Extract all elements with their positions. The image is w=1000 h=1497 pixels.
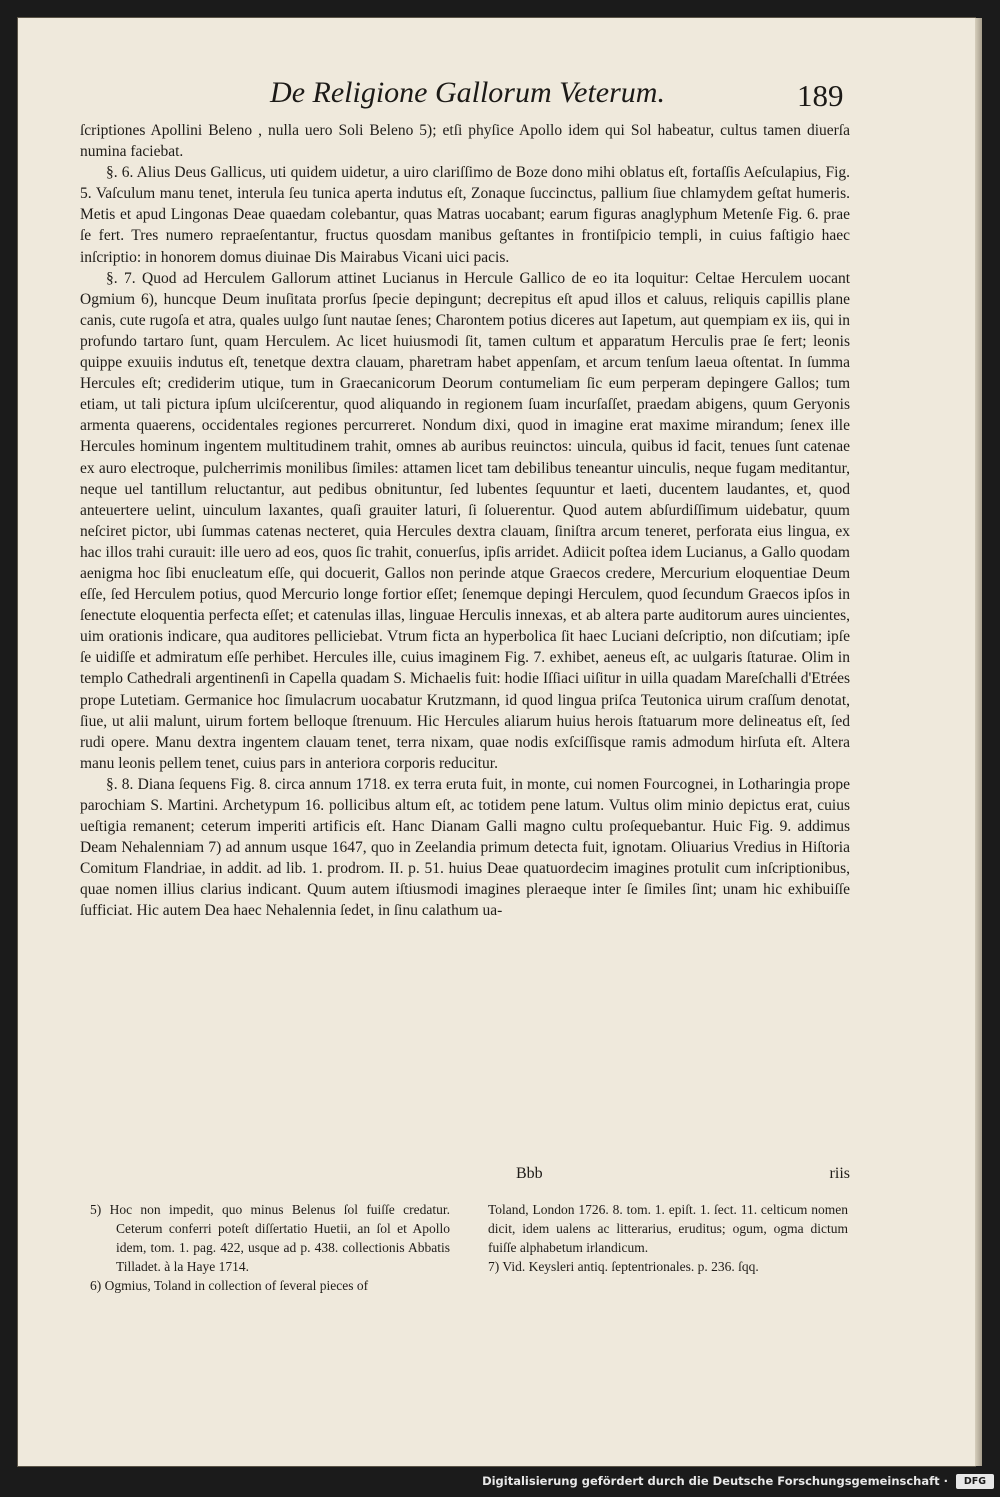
footnote-6: 6) Ogmius, Toland in collection of ſeveral pieces of [90,1278,369,1293]
main-text [80,120,850,922]
dfg-logo-icon: DFG [956,1474,994,1489]
footnote-5: 5) Hoc non impedit, quo minus Belenus ſol fuiſſe credatur. Ceterum conferri poteſt diſſertatio Huetii, an ſol et Apollo idem, tom. 1. pag. 422, usque ad p. 438. collectionis Abbatis Tilladet. à la Haye 1714. [90,1202,450,1274]
paragraph-section-6: §. 6. Alius Deus Gallicus, uti quidem uidetur, a uiro clariſſimo de Boze dono mihi oblatus eſt, fortaſſis Aeſculapius, Fig. 5. Vaſculum manu tenet, interula ſeu tunica aperta indutus eſt, Zonaque ſuccinctus, pallium ſiue chlamydem geſtat humeris. Metis et apud Lingonas Deae quaedam colebantur, quas Matras uocabant; earum figuras anaglyphum Metenſe Fig. 6. prae ſe fert. Tres numero repraeſentantur, fructus quosdam manibus geſtantes in frontiſpicio templi, in cuius faſtigio haec inſcriptio: in honorem domus diuinae Dis Mairabus Vicani uici pacis. [80,164,850,266]
footnotes-right-column [488,1200,848,1276]
catchword: riis [829,1165,850,1182]
paragraph-section-8: §. 8. Diana ſequens Fig. 8. circa annum 1718. ex terra eruta fuit, in monte, cui nomen Fourcognei, in Lotharingia prope parochiam S. Martini. Archetypum 16. pollicibus altum eſt, ac totidem pene latum. Vultus olim minio depictus erat, cuius ueſtigia remanent; ceterum imperiti artificis eſt. Hanc Dianam Galli magno cultu proſequebantur. Huic Fig. 9. addimus Deam Nehalenniam 7) ad annum usque 1647, quo in Zeelandia primum detecta fuit, ignotam. Oliuarius Vredius in Hiſtoria Comitum Flandriae, in addit. ad lib. 1. prodrom. II. p. 51. huius Deae quatuordecim imagines protulit cum inſcriptionibus, quae nomen illius clarius indicant. Quum autem iſtiusmodi imagines pleraeque inter ſe ſimiles ſint; unam hic exhibuiſſe ſufficiat. Hic autem Dea haec Nehalennia ſedet, in ſinu calathum ua- [80,775,850,920]
paragraph-continuation: ſcriptiones Apollini Beleno , nulla uero Soli Beleno 5); etſi phyſice Apollo idem qui Sol habeatur, cultus tamen diuerſa numina faciebat. [80,122,850,161]
page-edge [975,18,982,1466]
footnotes-left-column [90,1200,450,1295]
signature-line [80,1165,850,1187]
page-number: 189 [797,78,844,113]
digitization-credit: Digitalisierung gefördert durch die Deutsche Forschungsgemeinschaft · [482,1474,948,1488]
footnote-6-continued: Toland, London 1726. 8. tom. 1. epiſt. 1. ſect. 11. celticum nomen dicit, idem ualens ac litterarius, eruditus; ogum, ogma dictum fuiſſe alphabetum irlandicum. [488,1202,848,1255]
footnote-7: 7) Vid. Keysleri antiq. ſeptentrionales. p. 236. ſqq. [488,1259,759,1274]
running-title: De Religione Gallorum Veterum. [270,76,665,109]
signature-mark: Bbb [516,1165,543,1182]
paragraph-section-7: §. 7. Quod ad Herculem Gallorum attinet Lucianus in Hercule Gallico de eo ita loquitur: Celtae Herculem uocant Ogmium 6), huncque Deum inuſitata prorſus ſpecie depingunt; decrepitus eſt apud illos et caluus, reliquis capillis plane canis, cute rugoſa et atra, quales uulgo ſunt nautae ſenes; Charontem potius diceres aut Iapetum, aut quempiam ex iis, qui in profundo tartaro ſunt, quam Herculem. Ac licet huiusmodi ſit, tamen cultum et apparatum Herculis prae ſe fert; leonis quippe exuuiis indutus eſt, tenetque dextra clauam, pharetram habet appenſam, et arcum tenſum laeua oſtentat. In ſumma Hercules eſt; crediderim utique, tum in Graecanicorum Deorum contumeliam ſic eum perperam depingere Gallos; tum etiam, ut tali pictura ipſum ulciſcerentur, quod aliquando in regionem ſuam incurſaſſet, praedam abigens, quum Geryonis armenta quaerens, occidentales regiones percurreret. Nondum dixi, quod in imagine erat maxime mirandum; ſenex ille Hercules hominum ingentem multitudinem trahit, omnes ab auribus reuinctos: uincula, quibus id facit, tenues ſunt catenae ex auro electroque, pulcherrimis monilibus ſimiles: attamen licet tam debilibus teneantur uinculis, neque fugam meditantur, neque uel tantillum reluctantur, aut pedibus obnituntur, ſed lubentes ſequuntur et laeti, ducentem laudantes, et, quod anteuertere uelint, uinculum laxantes, quaſi grauiter laturi, ſi ſoluerentur. Quod autem abſurdiſſimum uidebatur, quum neſciret pictor, ubi ſummas catenas necteret, quia Hercules dextra clauam, ſiniſtra arcum teneret, perforata eius lingua, ex hac illos trahi curauit: ille uero ad eos, quos ſic trahit, conuerſus, ipſis arridet. Adiicit poſtea idem Lucianus, a Gallo quodam aenigma hoc ſibi enucleatum eſſe, qui docuerit, Gallos non perinde atque Graecos credere, Mercurium eloquentiae Deum eſſe, ſed Herculem potius, quod Mercurio longe fortior eſſet; ſenemque depingi Herculem, quod ſecundum Graecos ipſos in ſenectute eloquentia perfecta eſſet; et catenulas illas, linguae Herculis innexas, et ab altera parte auditorum aures uincientes, uim orationis indicare, qua auditores pelliciebat. Vtrum ficta an hyperbolica ſit haec Luciani deſcriptio, non diſcutiam; ipſe ſe uidiſſe et admiratum eſſe perhibet. Hercules ille, cuius imaginem Fig. 7. exhibet, aeneus eſt, ac uulgaris ſtaturae. Olim in templo Cathedrali argentinenſi in Capella quadam S. Michaelis fuit: hodie Iſſiaci uiſitur in uilla quadam Mareſchalli d'Etrées prope Lutetiam. Germanice hoc ſimulacrum uocabatur Krutzmann, id quod lingua priſca Teutonica uirum craſſum denotat, ſiue, ut alii malunt, uirum fortem belloque ſtrenuum. Hic Hercules aliarum huius herois ſtatuarum more delineatus eſt, ſed rudi opere. Manu dextra ingentem clauam tenet, terra nixam, quae nodis exſciſſisque ramis admodum hirſuta eſt. Altera manu leonis pellem tenet, cuius pars in anteriora corporis reducitur. [80,269,850,772]
